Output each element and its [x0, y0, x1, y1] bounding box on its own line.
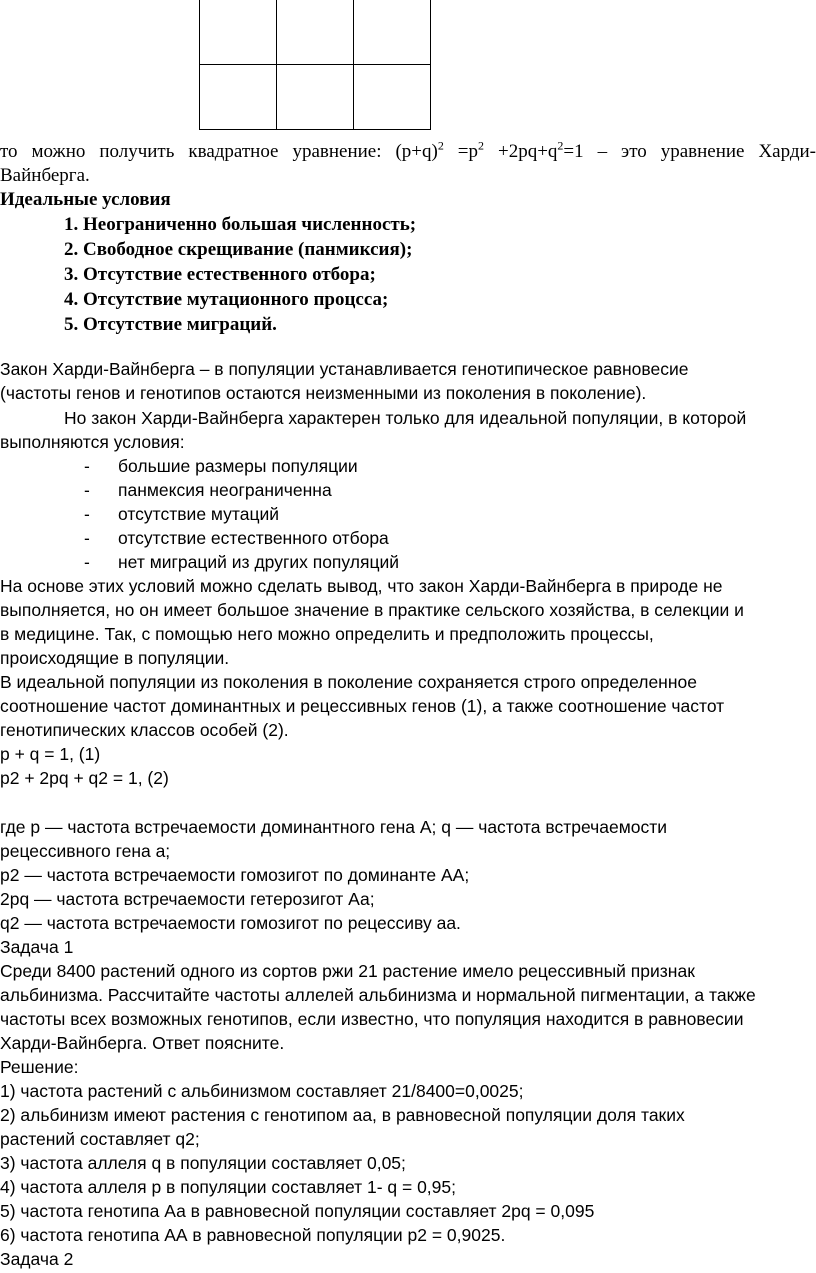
law-line: выполняются условия:	[0, 432, 185, 452]
conclusion-line: соотношение частот доминантных и рецессивных генов (1), а также соотношение частот	[0, 696, 725, 716]
superscript: 2	[437, 138, 444, 153]
solution-step: 1) частота растений с альбинизмом составляет 21/8400=0,0025;	[0, 1081, 524, 1101]
intro-text: =p	[443, 141, 479, 162]
punnett-grid	[199, 0, 431, 130]
law-line: (частоты генов и генотипов остаются неизменными из поколения в поколение).	[0, 383, 647, 403]
list-dash: -	[84, 552, 90, 572]
grid-row	[200, 65, 431, 130]
task1-text-line: Среди 8400 растений одного из сортов ржи 21 растение имело рецессивный признак	[0, 961, 695, 981]
superscript: 2	[557, 138, 564, 153]
ideal-conditions-heading: Идеальные условия	[0, 189, 171, 210]
grid-row	[200, 0, 431, 65]
intro-text: +2pq+q	[484, 141, 558, 162]
solution-step: 3) частота аллеля q в популяции составляет 0,05;	[0, 1153, 406, 1173]
conclusion-line: выполняется, но он имеет большое значение в практике сельского хозяйства, в селекции и	[0, 600, 744, 620]
list-dash: -	[84, 504, 90, 524]
list-item-text: нет миграций из других популяций	[118, 552, 400, 572]
solution-step: 5) частота генотипа Аа в равновесной популяции составляет 2pq = 0,095	[0, 1201, 595, 1221]
ideal-condition-item: 2. Свободное скрещивание (панмиксия);	[64, 239, 413, 260]
ideal-condition-item: 5. Отсутствие миграций.	[64, 314, 277, 335]
task2-title: Задача 2	[0, 1249, 74, 1269]
law-line: Но закон Харди-Вайнберга характерен только для идеальной популяции, в которой	[64, 408, 747, 428]
task1-text-line: Харди-Вайнберга. Ответ поясните.	[0, 1033, 285, 1053]
list-dash: -	[84, 456, 90, 476]
list-item-text: отсутствие естественного отбора	[118, 528, 389, 548]
solution-step: 2) альбинизм имеют растения с генотипом аа, в равновесной популяции доля таких	[0, 1105, 685, 1125]
grid-cell	[277, 0, 354, 65]
conclusion-line: генотипических классов особей (2).	[0, 720, 289, 740]
list-item-text: отсутствие мутаций	[118, 504, 280, 524]
law-line: Закон Харди-Вайнберга – в популяции устанавливается генотипическое равновесие	[0, 359, 689, 379]
solution-label: Решение:	[0, 1057, 79, 1077]
list-dash: -	[84, 480, 90, 500]
task1-text-line: частоты всех возможных генотипов, если известно, что популяция находится в равновесии	[0, 1009, 744, 1029]
conclusion-line: На основе этих условий можно сделать вывод, что закон Харди-Вайнберга в природе не	[0, 576, 723, 596]
conclusion-line: В идеальной популяции из поколения в поколение сохраняется строго определенное	[0, 672, 697, 692]
formula-2: p2 + 2pq + q2 = 1, (2)	[0, 768, 169, 788]
intro-text: =1 – это уравнение Харди-	[563, 141, 816, 162]
solution-step: растений составляет q2;	[0, 1129, 200, 1149]
intro-equation-line	[0, 140, 816, 163]
intro-text: то можно получить квадратное уравнение: (p+q)	[0, 141, 438, 162]
definition-line: 2pq — частота встречаемости гетерозигот Аа;	[0, 889, 375, 909]
definition-line: p2 — частота встречаемости гомозигот по доминанте АА;	[0, 865, 470, 885]
task1-text-line: альбинизма. Рассчитайте частоты аллелей альбинизма и нормальной пигментации, а также	[0, 985, 756, 1005]
list-item-text: большие размеры популяции	[118, 456, 358, 476]
solution-step: 4) частота аллеля p в популяции составляет 1- q = 0,95;	[0, 1177, 456, 1197]
formula-1: p + q = 1, (1)	[0, 744, 101, 764]
grid-cell	[354, 0, 431, 65]
grid-cell	[200, 65, 277, 130]
conclusion-line: происходящие в популяции.	[0, 648, 230, 668]
task1-title: Задача 1	[0, 937, 74, 957]
ideal-condition-item: 1. Неограниченно большая численность;	[64, 214, 417, 235]
ideal-condition-item: 4. Отсутствие мутационного процсса;	[64, 289, 389, 310]
conclusion-line: в медицине. Так, с помощью него можно определить и предположить процессы,	[0, 624, 654, 644]
definition-line: q2 — частота встречаемости гомозигот по рецессиву аа.	[0, 913, 461, 933]
list-dash: -	[84, 528, 90, 548]
superscript: 2	[478, 138, 485, 153]
grid-cell	[277, 65, 354, 130]
solution-step: 6) частота генотипа АА в равновесной популяции p2 = 0,9025.	[0, 1225, 506, 1245]
intro-line-2: Вайнберга.	[0, 165, 90, 186]
grid-cell	[200, 0, 277, 65]
ideal-condition-item: 3. Отсутствие естественного отбора;	[64, 264, 376, 285]
definition-line: где p — частота встречаемости доминантного гена А; q — частота встречаемости	[0, 817, 668, 837]
definition-line: рецессивного гена а;	[0, 841, 171, 861]
grid-cell	[354, 65, 431, 130]
list-item-text: панмексия неограниченна	[118, 480, 332, 500]
